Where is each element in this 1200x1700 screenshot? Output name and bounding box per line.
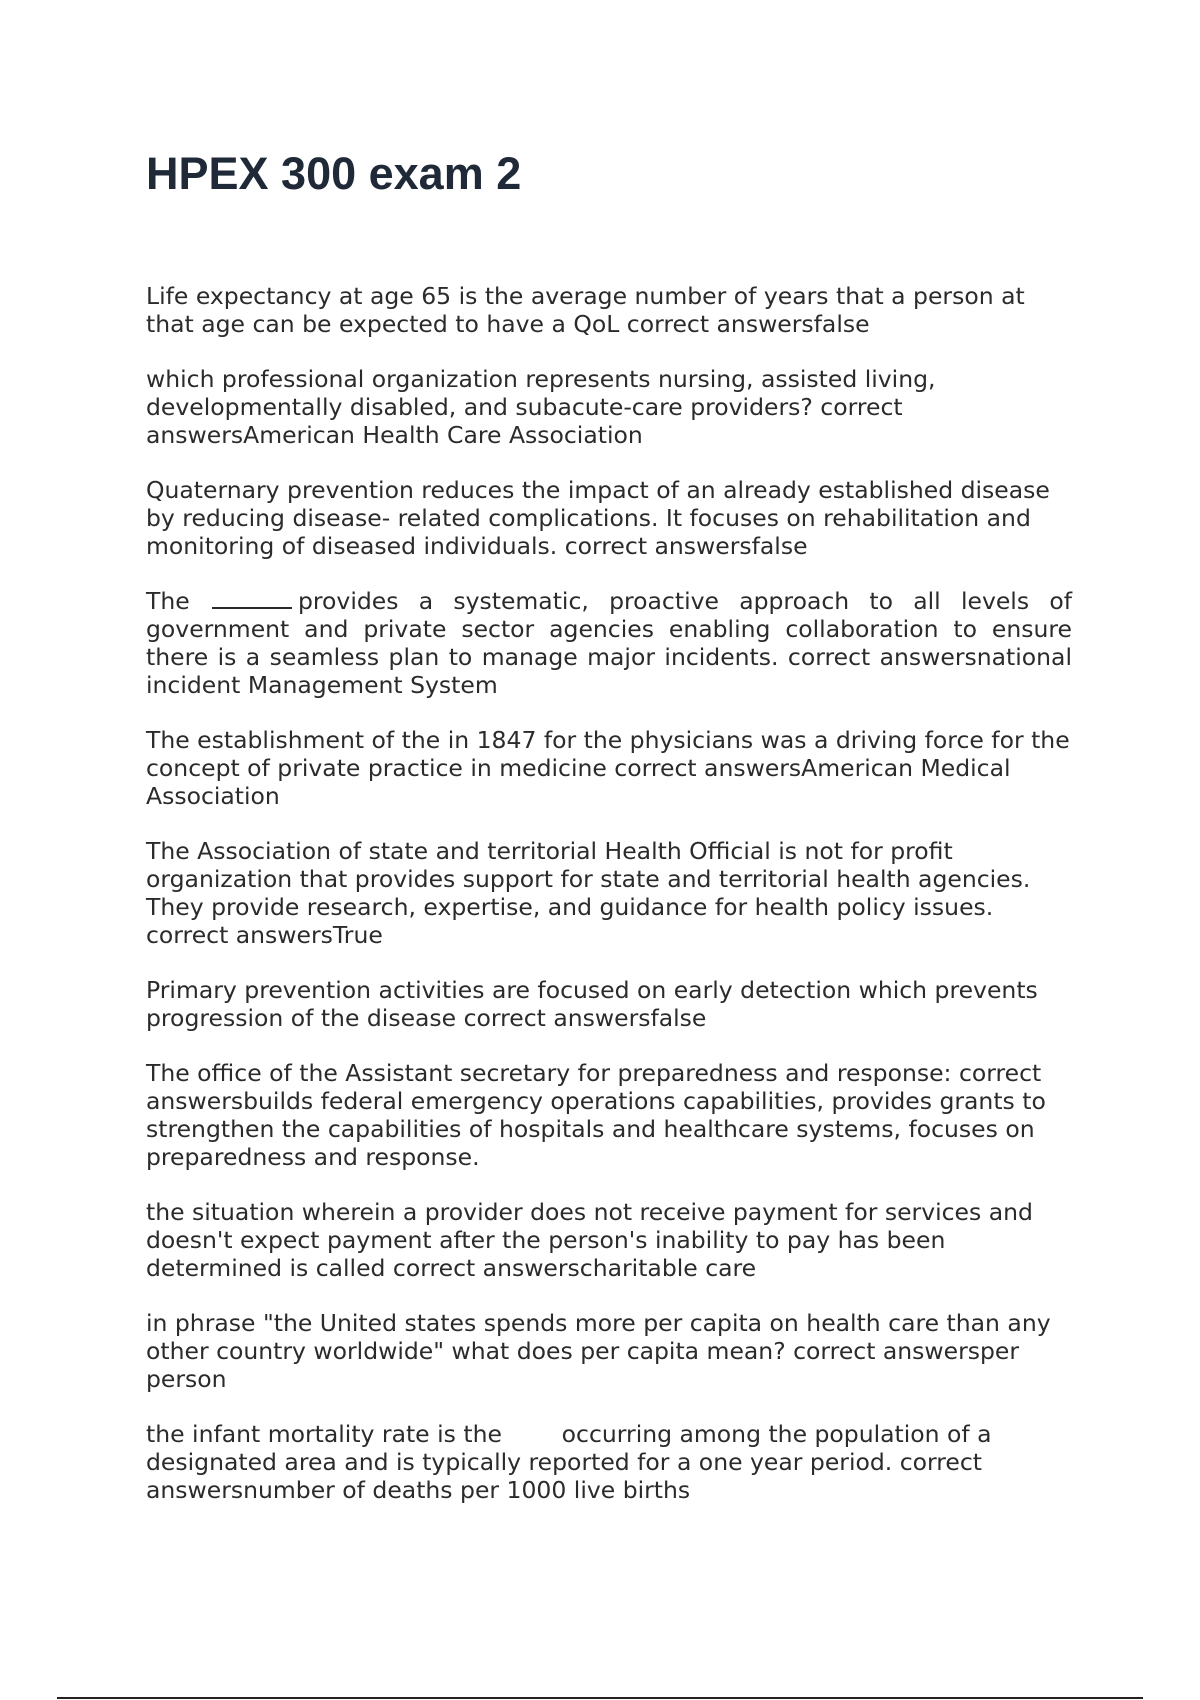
qa-item: Life expectancy at age 65 is the average number of years that a person at that age can be expected to have a QoL correct answersfalse — [146, 282, 1025, 338]
footer-divider — [57, 1697, 1143, 1699]
fill-in-blank — [212, 587, 292, 609]
qa-item: Quaternary prevention reduces the impact of an already established disease by reducing disease- related complications. It focuses on rehabilitation and monitoring of diseased individuals. correct answersfalse — [146, 476, 1050, 560]
qa-item-text: provides a systematic, proactive approach to all levels of government and private sector agencies enabling collaboration to ensure there is a seamless plan to manage major incidents. correct answersnational incident Management System — [146, 587, 1072, 699]
qa-item — [146, 587, 1072, 699]
qa-list — [146, 282, 1072, 1531]
qa-item: The establishment of the in 1847 for the physicians was a driving force for the concept of private practice in medicine correct answersAmerican Medical Association — [146, 726, 1070, 810]
qa-item: The office of the Assistant secretary for preparedness and response: correct answersbuilds federal emergency operations capabilities, provides grants to strengthen the capabilities of hospitals and healthcare systems, focuses on preparedness and response. — [146, 1059, 1046, 1171]
qa-item: in phrase "the United states spends more per capita on health care than any other country worldwide" what does per capita mean? correct answersper person — [146, 1309, 1051, 1393]
qa-item: the infant mortality rate is the occurring among the population of a designated area and is typically reported for a one year period. correct answersnumber of deaths per 1000 live births — [146, 1420, 1000, 1504]
qa-item: Primary prevention activities are focused on early detection which prevents progression of the disease correct answersfalse — [146, 976, 1038, 1032]
document-title: HPEX 300 exam 2 — [146, 148, 522, 199]
qa-item-prefix: The — [146, 587, 190, 615]
qa-item: which professional organization represents nursing, assisted living, developmentally disabled, and subacute-care providers? correct answersAmerican Health Care Association — [146, 365, 936, 449]
qa-item: The Association of state and territorial Health Official is not for profit organization that provides support for state and territorial health agencies. They provide research, expertise, and guidance for health policy issues. correct answersTrue — [146, 837, 1031, 949]
qa-item: the situation wherein a provider does not receive payment for services and doesn't expect payment after the person's inability to pay has been determined is called correct answerscharitable care — [146, 1198, 1033, 1282]
